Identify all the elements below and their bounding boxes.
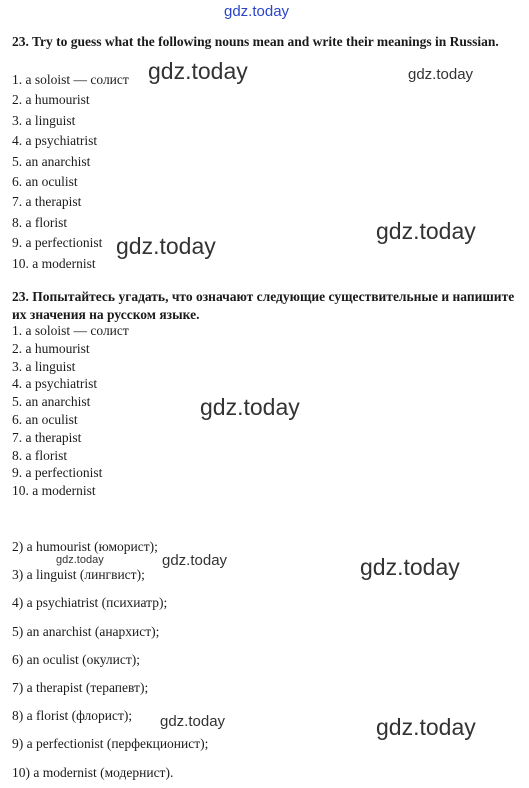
list-item: 5. an anarchist [12, 153, 91, 169]
list-item: 1. a soloist — солист [12, 72, 129, 87]
list-item: 7. a therapist [12, 429, 82, 445]
list-item: 3. a linguist [12, 112, 76, 128]
answer-item: 7) a therapist (терапевт); [12, 679, 149, 695]
list-item: 8. a florist [12, 214, 68, 230]
list-item: 10. a modernist [12, 255, 96, 271]
answer-item: 6) an oculist (окулист); [12, 651, 140, 667]
list-item: 9. a perfectionist [12, 465, 103, 481]
answers-list [12, 533, 208, 787]
exercise-list-ru [12, 322, 129, 500]
list-item: 5. an anarchist [12, 394, 91, 410]
answer-item: 3) a linguist (лингвист); [12, 567, 145, 583]
list-item: 9. a perfectionist [12, 235, 103, 251]
watermark: gdz.today [160, 713, 226, 730]
watermark: gdz.today [148, 58, 248, 84]
list-item: 10. a modernist [12, 483, 96, 499]
watermark: gdz.today [200, 394, 300, 420]
watermark-top: gdz.today [224, 3, 290, 20]
exercise-list-en [12, 70, 129, 274]
watermark: gdz.today [162, 552, 228, 569]
answer-item: 9) a perfectionist (перфекционист); [12, 736, 209, 752]
list-item: 2. a humourist [12, 340, 90, 356]
list-item: 2. a humourist [12, 92, 90, 108]
watermark: gdz.today [116, 233, 216, 259]
answer-item: 8) a florist (флорист); [12, 708, 133, 724]
answer-item: 2) a humourist (юморист); [12, 539, 158, 554]
watermark: gdz.today [56, 554, 104, 566]
list-item: 8. a florist [12, 447, 68, 463]
exercise-title-ru: 23. Попытайтесь угадать, что означают следующие существительные и напишите их значения на русском языке. [12, 289, 515, 322]
list-item: 6. an oculist [12, 173, 78, 189]
answer-item: 10) a modernist (модернист). [12, 764, 174, 780]
watermark: gdz.today [376, 714, 476, 740]
answer-item: 4) a psychiatrist (психиатр); [12, 595, 168, 611]
list-item: 4. a psychiatrist [12, 133, 98, 149]
answer-item: 5) an anarchist (анархист); [12, 623, 160, 639]
watermark: gdz.today [408, 66, 474, 83]
list-item: 1. a soloist — солист [12, 323, 129, 338]
watermark: gdz.today [360, 554, 460, 580]
list-item: 4. a psychiatrist [12, 376, 98, 392]
exercise-title-en: 23. Try to guess what the following nouns mean and write their meanings in Russian. [12, 34, 499, 49]
list-item: 6. an oculist [12, 411, 78, 427]
list-item: 7. a therapist [12, 194, 82, 210]
watermark: gdz.today [376, 218, 476, 244]
list-item: 3. a linguist [12, 358, 76, 374]
